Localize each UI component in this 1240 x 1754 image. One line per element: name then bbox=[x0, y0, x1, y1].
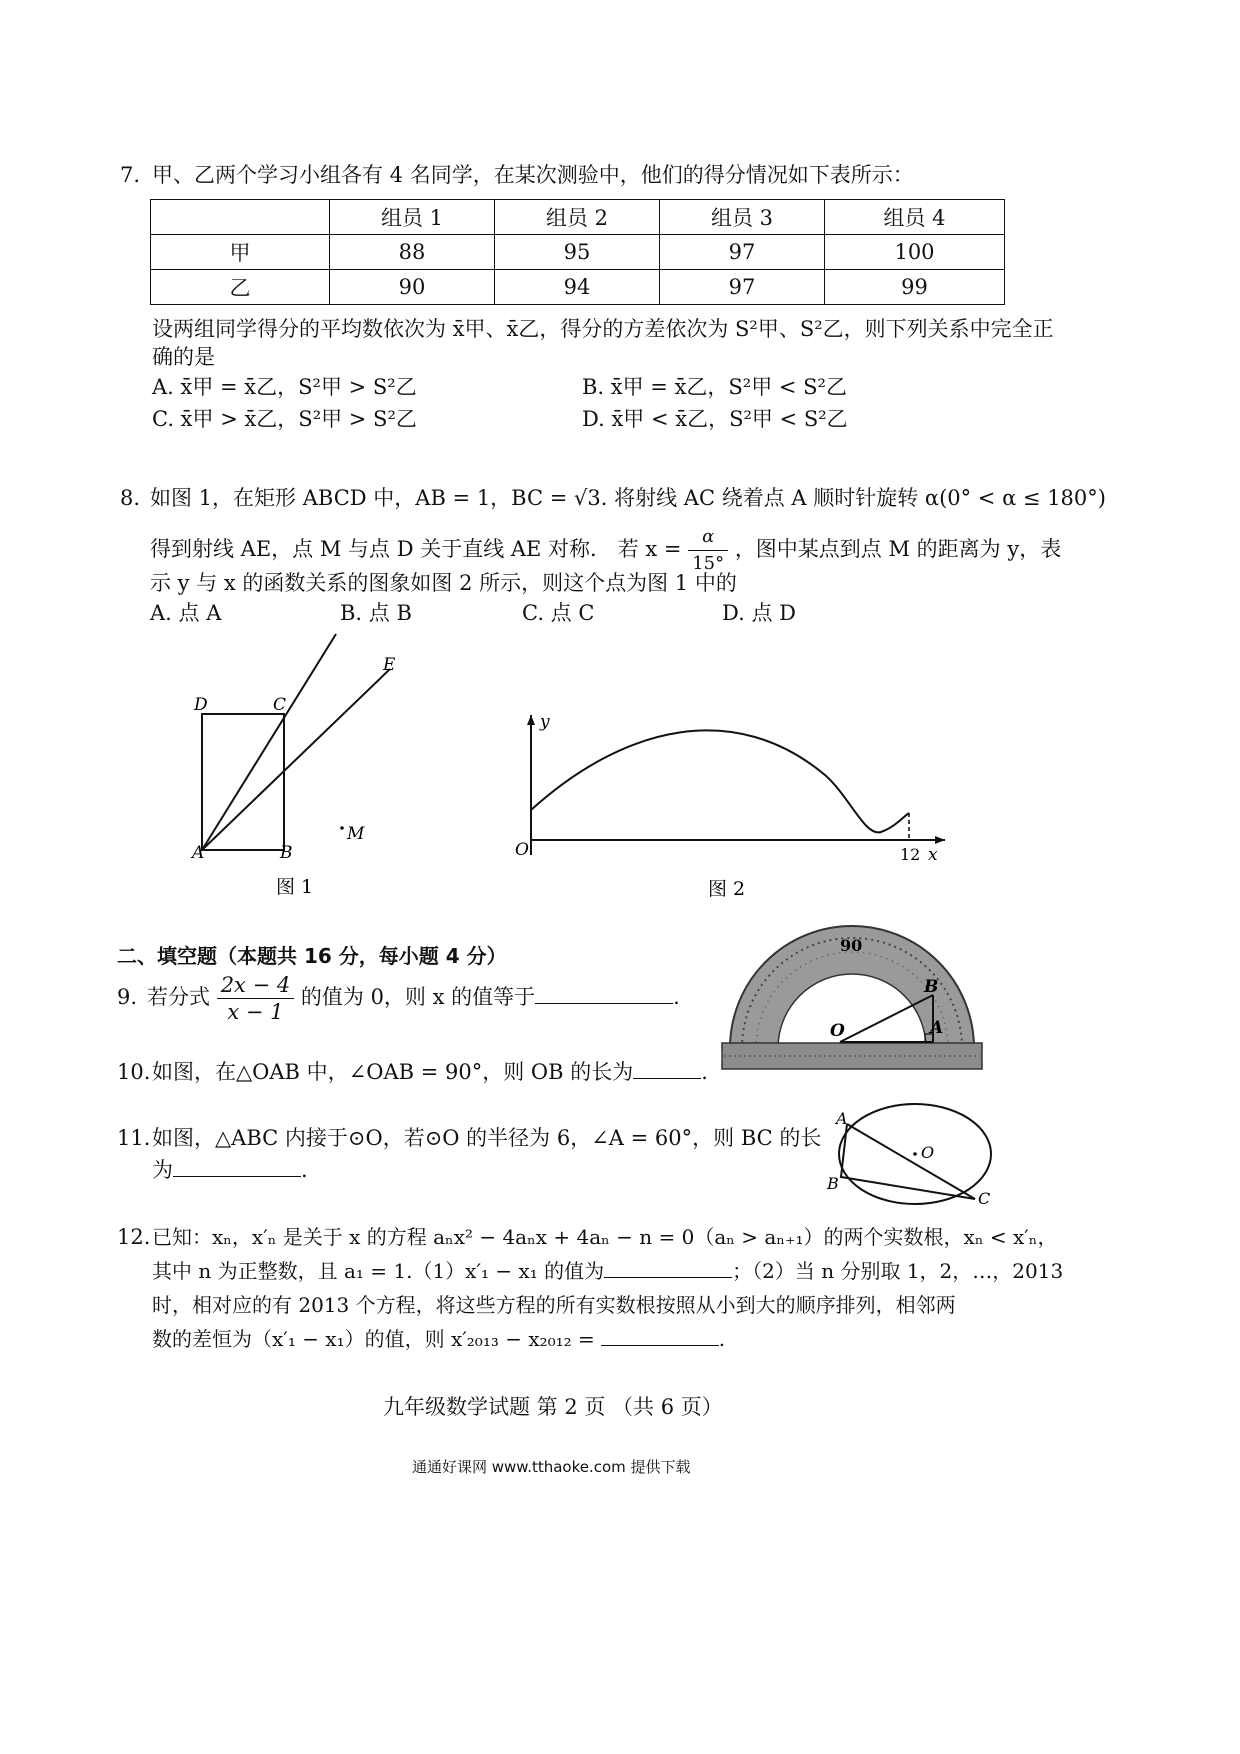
q9-line bbox=[147, 970, 680, 1025]
q9-end: . bbox=[673, 985, 680, 1009]
table-cell: 90 bbox=[330, 270, 495, 305]
q10-text: 如图，在△OAB 中，∠OAB = 90°，则 OB 的长为 bbox=[152, 1060, 634, 1084]
q11-line2 bbox=[152, 1155, 308, 1185]
q10-end: . bbox=[701, 1060, 708, 1084]
fraction-numerator: 2x − 4 bbox=[217, 972, 295, 999]
q11-answer-blank[interactable] bbox=[173, 1176, 301, 1177]
label-m: M bbox=[347, 824, 365, 844]
label-c: C bbox=[978, 1189, 991, 1208]
q9-number: 9. bbox=[117, 985, 138, 1009]
q7-option-c: C. x̄甲 > x̄乙，S²甲 > S²乙 bbox=[152, 407, 417, 431]
table-cell: 100 bbox=[825, 235, 1005, 270]
q12-line4 bbox=[152, 1324, 725, 1354]
figure-2-caption: 图 2 bbox=[708, 878, 746, 900]
table-row bbox=[151, 235, 1005, 270]
q7-question-line2: 确的是 bbox=[152, 345, 215, 369]
q10-line bbox=[152, 1057, 708, 1087]
section-2-heading: 二、填空题（本题共 16 分，每小题 4 分） bbox=[117, 944, 507, 968]
q8-line2-part2: ，图中某点到点 M 的距离为 y，表 bbox=[734, 537, 1062, 561]
q7-stem: 甲、乙两个学习小组各有 4 名同学，在某次测验中，他们的得分情况如下表所示： bbox=[152, 163, 914, 187]
label-a: A bbox=[836, 1109, 848, 1128]
q12-number: 12. bbox=[117, 1225, 151, 1249]
label-a: A bbox=[930, 1018, 944, 1038]
q12-line2-part1: 其中 n 为正整数，且 a₁ = 1.（1）x′₁ − x₁ 的值为 bbox=[152, 1259, 605, 1283]
q12-line2 bbox=[152, 1256, 1063, 1286]
q12-line2-part2: ；（2）当 n 分别取 1，2，…，2013 bbox=[732, 1259, 1064, 1283]
table-cell: 97 bbox=[660, 270, 825, 305]
q8-line3: 示 y 与 x 的函数关系的图象如图 2 所示，则这个点为图 1 中的 bbox=[150, 571, 737, 595]
q7-number: 7. bbox=[120, 163, 141, 187]
label-b: B bbox=[924, 977, 939, 997]
protractor-mark-90: 90 bbox=[840, 936, 863, 955]
q12-line1: 已知：xₙ，x′ₙ 是关于 x 的方程 aₙx² − 4aₙx + 4aₙ − n = 0（aₙ > aₙ₊₁）的两个实数根，xₙ < x′ₙ， bbox=[152, 1225, 1058, 1249]
tick-label-12: 12 bbox=[900, 845, 921, 864]
q11-text-part2: 为 bbox=[152, 1158, 173, 1182]
q7-score-table bbox=[150, 199, 1005, 305]
q7-option-d: D. x̄甲 < x̄乙，S²甲 < S²乙 bbox=[582, 407, 848, 431]
table-cell: 甲 bbox=[151, 235, 330, 270]
axis-y-label: y bbox=[540, 712, 550, 732]
q8-option-d: D. 点 D bbox=[722, 601, 796, 625]
label-o: O bbox=[830, 1021, 845, 1041]
q7-option-a: A. x̄甲 = x̄乙，S²甲 > S²乙 bbox=[152, 375, 417, 399]
q10-answer-blank[interactable] bbox=[633, 1078, 701, 1079]
label-b: B bbox=[827, 1174, 839, 1193]
table-cell: 99 bbox=[825, 270, 1005, 305]
table-cell: 97 bbox=[660, 235, 825, 270]
table-cell: 94 bbox=[495, 270, 660, 305]
table-header-row bbox=[151, 200, 1005, 235]
q9-answer-blank[interactable] bbox=[535, 1003, 673, 1004]
table-row bbox=[151, 270, 1005, 305]
label-b: B bbox=[280, 843, 293, 863]
table-cell: 组员 3 bbox=[660, 200, 825, 235]
q8-option-c: C. 点 C bbox=[522, 601, 595, 625]
label-o: O bbox=[921, 1143, 935, 1162]
fraction-denominator: x − 1 bbox=[227, 1000, 284, 1024]
page-footer: 九年级数学试题 第 2 页 （共 6 页） bbox=[383, 1395, 723, 1419]
q8-number: 8. bbox=[120, 486, 141, 510]
label-e: E bbox=[383, 655, 396, 675]
figure-1-caption: 图 1 bbox=[276, 876, 314, 898]
q8-line1: 如图 1，在矩形 ABCD 中，AB = 1，BC = √3. 将射线 AC 绕着点 A 顺时针旋转 α(0° < α ≤ 180°) bbox=[150, 486, 1106, 510]
q12-answer-blank-1[interactable] bbox=[604, 1277, 732, 1278]
label-a: A bbox=[192, 843, 205, 863]
table-cell: 组员 1 bbox=[330, 200, 495, 235]
q7-option-b: B. x̄甲 = x̄乙，S²甲 < S²乙 bbox=[582, 375, 847, 399]
table-cell: 组员 4 bbox=[825, 200, 1005, 235]
table-cell: 组员 2 bbox=[495, 200, 660, 235]
fraction-denominator: 15° bbox=[692, 553, 725, 574]
q8-option-a: A. 点 A bbox=[150, 601, 222, 625]
q9-fraction bbox=[217, 972, 295, 1025]
q11-end: . bbox=[301, 1158, 308, 1182]
fraction-numerator: α bbox=[688, 524, 728, 551]
figure-1-rectangle-rays bbox=[180, 625, 440, 910]
q9-text-part1: 若分式 bbox=[147, 985, 210, 1009]
protractor-figure bbox=[720, 915, 985, 1073]
q11-number: 11. bbox=[117, 1126, 151, 1150]
table-cell: 88 bbox=[330, 235, 495, 270]
table-cell: 95 bbox=[495, 235, 660, 270]
q12-line4-end: . bbox=[718, 1327, 726, 1351]
figure-2-function-graph bbox=[505, 705, 960, 905]
q12-line3: 时，相对应的有 2013 个方程，将这些方程的所有实数根按照从小到大的顺序排列，相邻两 bbox=[152, 1293, 956, 1317]
q8-option-b: B. 点 B bbox=[340, 601, 412, 625]
label-c: C bbox=[273, 695, 287, 715]
table-cell bbox=[151, 200, 330, 235]
watermark-text: 通通好课网 www.tthaoke.com 提供下载 bbox=[412, 1458, 691, 1476]
circle-triangle-figure bbox=[822, 1102, 1002, 1214]
q11-line1: 如图，△ABC 内接于⊙O，若⊙O 的半径为 6，∠A = 60°，则 BC 的长 bbox=[152, 1126, 822, 1150]
q12-answer-blank-2[interactable] bbox=[601, 1345, 719, 1346]
q9-text-part2: 的值为 0，则 x 的值等于 bbox=[300, 985, 536, 1009]
q12-line4-part1: 数的差恒为（x′₁ − x₁）的值，则 x′₂₀₁₃ − x₂₀₁₂ = bbox=[152, 1327, 595, 1351]
origin-label: O bbox=[515, 840, 529, 860]
q10-number: 10. bbox=[117, 1060, 151, 1084]
label-d: D bbox=[194, 695, 208, 715]
axis-x-label: x bbox=[928, 845, 938, 865]
q8-line2-part1: 得到射线 AE，点 M 与点 D 关于直线 AE 对称． 若 x = bbox=[150, 537, 682, 561]
q7-question-line1: 设两组同学得分的平均数依次为 x̄甲、x̄乙，得分的方差依次为 S²甲、S²乙，则下列关系中完全正 bbox=[152, 317, 1054, 341]
table-cell: 乙 bbox=[151, 270, 330, 305]
